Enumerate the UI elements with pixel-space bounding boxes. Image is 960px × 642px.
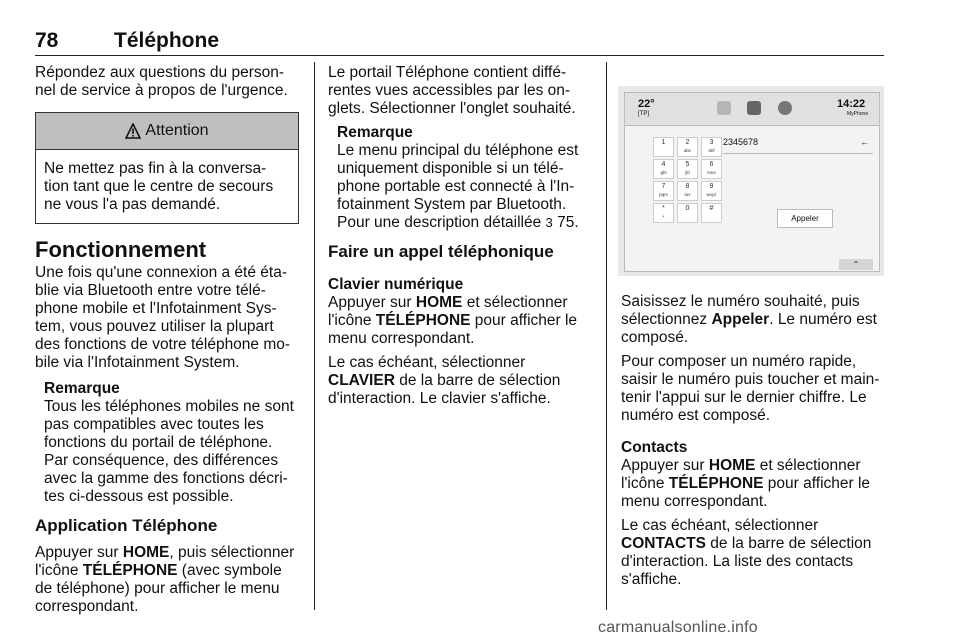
section-text: Une fois qu'une connexion a été éta- blie via Bluetooth entre votre télé- phone mobile et l'Infotainment Sys- tem, vous pouvez utiliser la plupart des fonctions de votre téléphone mo- bile via l'Infotainment System. xyxy=(35,264,291,371)
keypad-key-digit: 2 xyxy=(685,139,690,146)
keypad-key[interactable] xyxy=(701,137,722,157)
page-ref-icon: 3 xyxy=(545,215,553,230)
note-text-2-body: Le menu principal du téléphone est uniquement disponible si un télé- phone portable est connecté à l'In- fotainment System par Bluetooth. Pour une description détaillée xyxy=(337,142,579,231)
column-1 xyxy=(35,64,299,622)
home-keyword-3: HOME xyxy=(708,457,756,474)
keypad-key[interactable] xyxy=(677,203,698,223)
keypad-text-2-pre: Le cas échéant, sélectionner xyxy=(328,354,526,371)
contacts-keyword: CONTACTS xyxy=(621,535,706,552)
settings-tab-icon[interactable] xyxy=(778,101,792,115)
note-text: Tous les téléphones mobiles ne sont pas compatibles avec toutes les fonctions du portail de téléphone. Par conséquence, des différences avec la gamme des fonctions décri- tes ci-dessous est possible. xyxy=(44,398,294,505)
phone-tab-icon[interactable] xyxy=(747,101,761,115)
note-text-2 xyxy=(337,142,592,232)
contacts-text-2-pre: Le cas échéant, sélectionner xyxy=(621,517,819,534)
keypad-key-digit: 0 xyxy=(685,205,690,212)
keypad-key[interactable] xyxy=(701,203,722,223)
telephone-keyword: TÉLÉPHONE xyxy=(82,562,178,579)
watermark: carmanualsonline.info xyxy=(598,619,758,636)
clock: 14:22 xyxy=(837,98,866,110)
attention-body: Ne mettez pas fin à la conversa- tion tant que le centre de secours ne vous l'a pas demandé. xyxy=(44,160,274,213)
phone-name: MyPhone xyxy=(847,111,869,117)
keypad-text-2-post: de la barre de sélection d'interaction. Le clavier s'affiche. xyxy=(328,372,561,407)
column-3 xyxy=(621,293,887,595)
contacts-text xyxy=(621,457,887,511)
column-2 xyxy=(328,64,592,414)
attention-header xyxy=(36,113,298,150)
keypad-key-letters: + xyxy=(662,214,665,219)
page-title: Téléphone xyxy=(114,29,220,52)
attention-box xyxy=(35,112,299,224)
number-field[interactable] xyxy=(723,131,873,154)
column-divider-1 xyxy=(314,62,315,610)
keypad-text-post: pour afficher le menu correspondant. xyxy=(328,312,578,347)
keypad-key-letters: mno xyxy=(707,170,716,175)
home-keyword: HOME xyxy=(122,544,170,561)
section-heading: Fonctionnement xyxy=(35,237,207,262)
keypad-key-digit: 4 xyxy=(661,161,666,168)
contacts-text-pre: Appuyer sur xyxy=(621,457,709,474)
dialed-number: 2345678 xyxy=(723,137,759,147)
page-number: 78 xyxy=(35,29,59,52)
contacts-heading: Contacts xyxy=(621,439,688,456)
note-box xyxy=(35,380,299,506)
chevron-up-icon[interactable]: ⌃ xyxy=(839,259,873,270)
keypad-key-digit: 7 xyxy=(661,183,666,190)
call-heading: Faire un appel téléphonique xyxy=(328,242,554,261)
page-ref-number: 75. xyxy=(552,214,579,231)
keypad-key-digit: 5 xyxy=(685,161,690,168)
keypad-text-pre: Appuyer sur xyxy=(328,294,416,311)
contacts-text-2 xyxy=(621,517,887,589)
warning-icon xyxy=(125,123,141,139)
keypad-key[interactable] xyxy=(653,159,674,179)
telephone-keyword-3: TÉLÉPHONE xyxy=(668,475,764,492)
keypad-key-letters: def xyxy=(708,148,715,153)
keypad-key-digit: 6 xyxy=(709,161,714,168)
keypad-key[interactable] xyxy=(653,181,674,201)
infotainment-screen xyxy=(624,92,880,272)
dial-text-pre: Saisissez le numéro souhaité, puis sélectionnez xyxy=(621,293,860,328)
keypad-key[interactable] xyxy=(653,203,674,223)
telephone-keyword-2: TÉLÉPHONE xyxy=(375,312,471,329)
keypad-key-digit: 3 xyxy=(709,139,714,146)
status-bar xyxy=(625,93,879,126)
intro-text: Répondez aux questions du person- nel de service à propos de l'urgence. xyxy=(35,64,288,99)
keypad-key-letters: ghi xyxy=(660,170,667,175)
tp-indicator: [TP] xyxy=(638,111,650,117)
keypad-key-digit: 9 xyxy=(709,183,714,190)
note-title: Remarque xyxy=(44,380,120,397)
keypad-key[interactable] xyxy=(677,137,698,157)
temperature: 22° xyxy=(638,98,655,110)
keypad-key[interactable] xyxy=(701,181,722,201)
header-rule xyxy=(35,55,884,56)
appeler-keyword: Appeler xyxy=(711,311,770,328)
note-title-2: Remarque xyxy=(337,124,413,141)
keypad-key-letters: tuv xyxy=(684,192,691,197)
contacts-text-mid: et sélectionner l'icône xyxy=(621,457,861,492)
keypad-key-digit: # xyxy=(709,205,714,212)
keypad-text-mid: et sélectionner l'icône xyxy=(328,294,568,329)
contacts-text-post: pour afficher le menu correspondant. xyxy=(621,475,871,510)
column-divider-2 xyxy=(606,62,607,610)
app-text-pre: Appuyer sur xyxy=(35,544,123,561)
keypad-key[interactable] xyxy=(677,159,698,179)
portal-text: Le portail Téléphone contient diffé- rentes vues accessibles par les on- glets. Sélectionner l'onglet souhaité. xyxy=(328,64,576,117)
keypad-text xyxy=(328,294,592,348)
keypad-text-2 xyxy=(328,354,592,408)
keypad-key-letters: abc xyxy=(683,148,692,153)
keypad-key-letters: jkl xyxy=(685,170,690,175)
home-keyword-2: HOME xyxy=(415,294,463,311)
app-heading: Application Téléphone xyxy=(35,516,218,535)
app-text xyxy=(35,544,299,616)
speed-dial-text: Pour composer un numéro rapide, saisir le numéro puis toucher et main- tenir l'appui sur le dernier chiffre. Le numéro est composé. xyxy=(621,353,880,424)
keypad-key-letters: wxyz xyxy=(706,192,717,197)
call-button[interactable]: Appeler xyxy=(777,209,833,228)
attention-title: Attention xyxy=(145,122,209,139)
app-text-post: (avec symbole de téléphone) pour afficher le menu correspondant. xyxy=(35,562,282,615)
keypad-key[interactable] xyxy=(653,137,674,157)
contacts-text-2-post: de la barre de sélection d'interaction. La liste des contacts s'affiche. xyxy=(621,535,872,588)
app-text-mid: , puis sélectionner l'icône xyxy=(35,544,295,579)
infotainment-screenshot xyxy=(618,86,884,276)
dial-text xyxy=(621,293,887,347)
clavier-keyword: CLAVIER xyxy=(328,372,395,389)
keypad-key-letters: pqrs xyxy=(659,192,668,197)
keypad-key-digit: 1 xyxy=(661,139,666,146)
keypad-key[interactable] xyxy=(677,181,698,201)
keypad-key[interactable] xyxy=(701,159,722,179)
keypad-key-digit: * xyxy=(662,205,665,212)
note-box-2 xyxy=(328,124,592,232)
backspace-icon[interactable]: ← xyxy=(860,137,869,147)
keypad-heading: Clavier numérique xyxy=(328,276,464,293)
keypad-key-digit: 8 xyxy=(685,183,690,190)
dial-text-post: . Le numéro est composé. xyxy=(621,311,877,346)
music-tab-icon[interactable] xyxy=(717,101,731,115)
